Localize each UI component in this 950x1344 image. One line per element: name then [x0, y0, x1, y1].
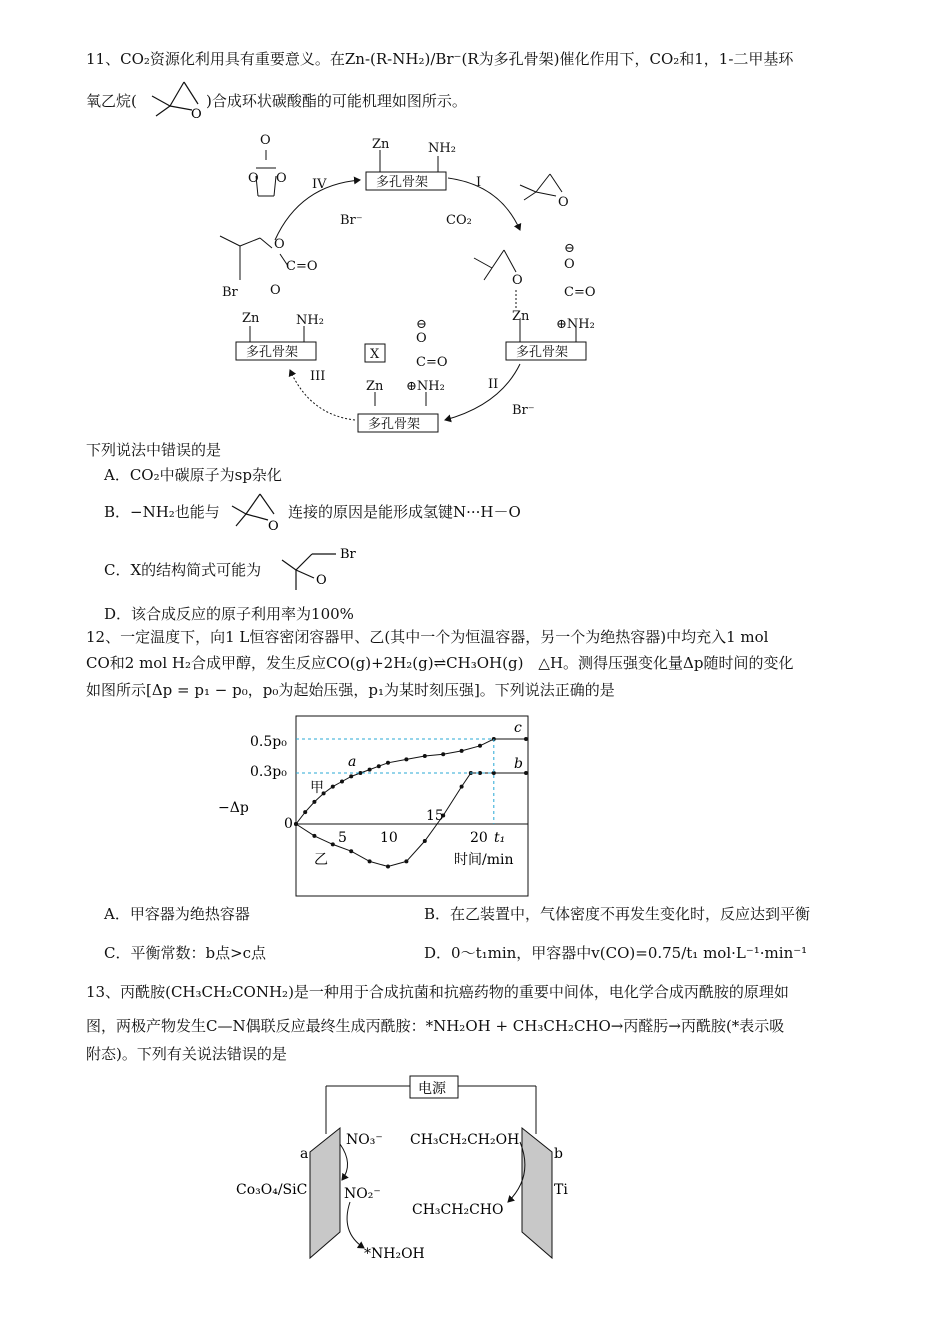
q12-line3: 如图所示[Δp = p₁ − p₀，p₀为起始压强，p₁为某时刻压强]。下列说法正确的是	[86, 681, 615, 699]
q13-line1: 13、丙酰胺(CH₃CH₂CONH₂)是一种用于合成抗菌和抗癌药物的重要中间体，电化学合成丙酰胺的原理如	[86, 983, 789, 1001]
step-iii: III	[310, 369, 326, 384]
electrolysis-diagram	[230, 1072, 610, 1268]
bound-epoxide-o: O	[512, 273, 523, 288]
hydroxylamine-label: *NH₂OH	[364, 1246, 425, 1262]
q11-line1: 11、CO₂资源化利用具有重要意义。在Zn-(R-NH₂)/Br⁻(R为多孔骨架)催化作用下，CO₂和1，1-二甲基环	[86, 50, 794, 68]
right-electrode-material: Ti	[554, 1182, 568, 1198]
y-tick-03: 0.3p₀	[250, 764, 287, 780]
y-axis-label: −Δp	[218, 800, 249, 816]
data-point	[349, 774, 353, 778]
left-o-minus: O	[270, 283, 281, 298]
step-iv: IV	[312, 177, 327, 192]
data-point	[386, 761, 390, 765]
series-line-0	[296, 739, 526, 824]
data-point	[377, 764, 381, 768]
bottom-frame-label: 多孔骨架	[368, 417, 421, 432]
data-point	[368, 768, 372, 772]
q12-line2: CO和2 mol H₂合成甲醇，发生反应CO(g)+2H₂(g)⇌CH₃OH(g) △H。测得压强变化量Δp随时间的变化	[86, 654, 794, 672]
bottom-o-minus: ⊖	[416, 317, 427, 332]
carbamate-o: O	[564, 257, 575, 272]
left-br: Br	[222, 285, 238, 300]
left-zn: Zn	[242, 311, 260, 326]
top-zn: Zn	[372, 137, 390, 152]
q13-line2: 图，两极产物发生C—N偶联反应最终生成丙酰胺：*NH₂OH + CH₃CH₂CHO→丙醛肟→丙酰胺(*表示吸	[86, 1017, 785, 1035]
data-point	[294, 822, 298, 826]
electrode-b	[522, 1128, 552, 1258]
data-point	[478, 744, 482, 748]
bottom-o: O	[416, 331, 427, 346]
electrode-a	[310, 1128, 340, 1258]
pressure-chart	[210, 708, 540, 900]
q11-option-b2: 连接的原因是能形成氢键N···H－O	[288, 503, 521, 521]
option-b-epoxide-icon	[228, 488, 290, 534]
mechanism-diagram	[200, 130, 620, 440]
carbonate-o-left: O	[248, 171, 259, 186]
option-c-br: Br	[340, 547, 356, 562]
right-zn: Zn	[512, 309, 530, 324]
data-point	[331, 785, 335, 789]
q12-option-b: B．在乙装置中，气体密度不再发生变化时，反应达到平衡	[424, 905, 811, 923]
x-tick-0: 0	[284, 816, 293, 832]
carbonate-o-right: O	[276, 171, 287, 186]
series-group	[294, 737, 528, 869]
data-point	[460, 785, 464, 789]
co2-label: CO₂	[446, 213, 472, 228]
carbamate-ceo: C=O	[564, 285, 596, 300]
nitrite-label: NO₂⁻	[344, 1186, 381, 1202]
data-point	[404, 757, 408, 761]
data-point	[441, 752, 445, 756]
bottom-ceo: C=O	[416, 355, 448, 370]
option-b-epoxide-o: O	[268, 519, 279, 534]
left-ceo: C=O	[286, 259, 318, 274]
x-box: X	[370, 347, 380, 362]
bottom-zn: Zn	[366, 379, 384, 394]
point-c-label: c	[514, 720, 522, 736]
epoxide-structure-icon	[140, 74, 210, 120]
data-point	[349, 849, 353, 853]
data-point	[423, 839, 427, 843]
right-nh2: ⊕NH₂	[556, 317, 595, 332]
q12-option-d: D．0～t₁min，甲容器中v(CO)=0.75/t₁ mol·L⁻¹·min⁻¹	[424, 944, 808, 962]
q11-option-a: A．CO₂中碳原子为sp杂化	[104, 466, 282, 484]
propanol-label: CH₃CH₂CH₂OH	[410, 1132, 520, 1148]
q11-option-c1: C．X的结构简式可能为	[104, 561, 262, 579]
br-label-right: Br⁻	[512, 403, 535, 418]
data-point	[340, 780, 344, 784]
data-point	[331, 842, 335, 846]
data-point	[368, 859, 372, 863]
point-a-label: a	[348, 754, 357, 770]
nitrate-label: NO₃⁻	[346, 1132, 383, 1148]
electrode-b-label: b	[554, 1146, 563, 1162]
point-b-label: b	[514, 756, 523, 772]
option-c-structure-icon	[278, 538, 368, 594]
chart-frame	[296, 716, 528, 896]
data-point	[312, 834, 316, 838]
epoxide-o-label: O	[191, 107, 202, 120]
option-c-o: O	[316, 573, 327, 588]
data-point	[312, 800, 316, 804]
series-jia-label: 甲	[310, 780, 324, 796]
x-tick-15: 15	[426, 808, 444, 824]
y-tick-05: 0.5p₀	[250, 734, 287, 750]
electrode-a-label: a	[300, 1146, 309, 1162]
x-tick-20: 20	[470, 830, 488, 846]
top-nh2: NH₂	[428, 141, 456, 156]
q11-line2a: 氧乙烷(	[86, 92, 137, 110]
carbamate-o-minus: ⊖	[564, 241, 575, 256]
x-tick-10: 10	[380, 830, 398, 846]
data-point	[423, 754, 427, 758]
propanal-label: CH₃CH₂CHO	[412, 1202, 504, 1218]
data-point	[524, 737, 528, 741]
q11-option-d: D．该合成反应的原子利用率为100%	[104, 605, 354, 623]
q12-option-c: C．平衡常数：b点>c点	[104, 944, 267, 962]
right-frame-label: 多孔骨架	[516, 345, 569, 360]
series-yi-label: 乙	[314, 852, 328, 868]
data-point	[524, 771, 528, 775]
data-point	[303, 810, 307, 814]
br-label-top: Br⁻	[340, 213, 363, 228]
step-ii: II	[488, 377, 499, 392]
q12-line1: 12、一定温度下，向1 L恒容密闭容器甲、乙(其中一个为恒温容器，另一个为绝热容器)中均充入1 mol	[86, 628, 769, 646]
top-frame-label: 多孔骨架	[376, 175, 429, 190]
power-label: 电源	[418, 1081, 446, 1097]
q11-option-b1: B．−NH₂也能与	[104, 503, 220, 521]
left-electrode-material: Co₃O₄/SiC	[236, 1182, 308, 1198]
x-tick-5: 5	[338, 830, 347, 846]
left-o1: O	[274, 237, 285, 252]
q12-option-a: A．甲容器为绝热容器	[104, 905, 250, 923]
left-frame-label: 多孔骨架	[246, 345, 299, 360]
q11-line2b: )合成环状碳酸酯的可能机理如图所示。	[206, 92, 467, 110]
data-point	[404, 859, 408, 863]
data-point	[460, 749, 464, 753]
x-axis-label: 时间/min	[454, 852, 514, 868]
carbonate-o-top: O	[260, 133, 271, 148]
q13-line3: 附态)。下列有关说法错误的是	[86, 1045, 287, 1063]
step-i: I	[476, 175, 482, 190]
left-nh2: NH₂	[296, 313, 324, 328]
epoxide-i-o: O	[558, 195, 569, 210]
x-tick-t1: t₁	[494, 830, 506, 846]
data-point	[386, 865, 390, 869]
q11-prompt: 下列说法中错误的是	[86, 441, 222, 459]
bottom-nh2: ⊕NH₂	[406, 379, 445, 394]
